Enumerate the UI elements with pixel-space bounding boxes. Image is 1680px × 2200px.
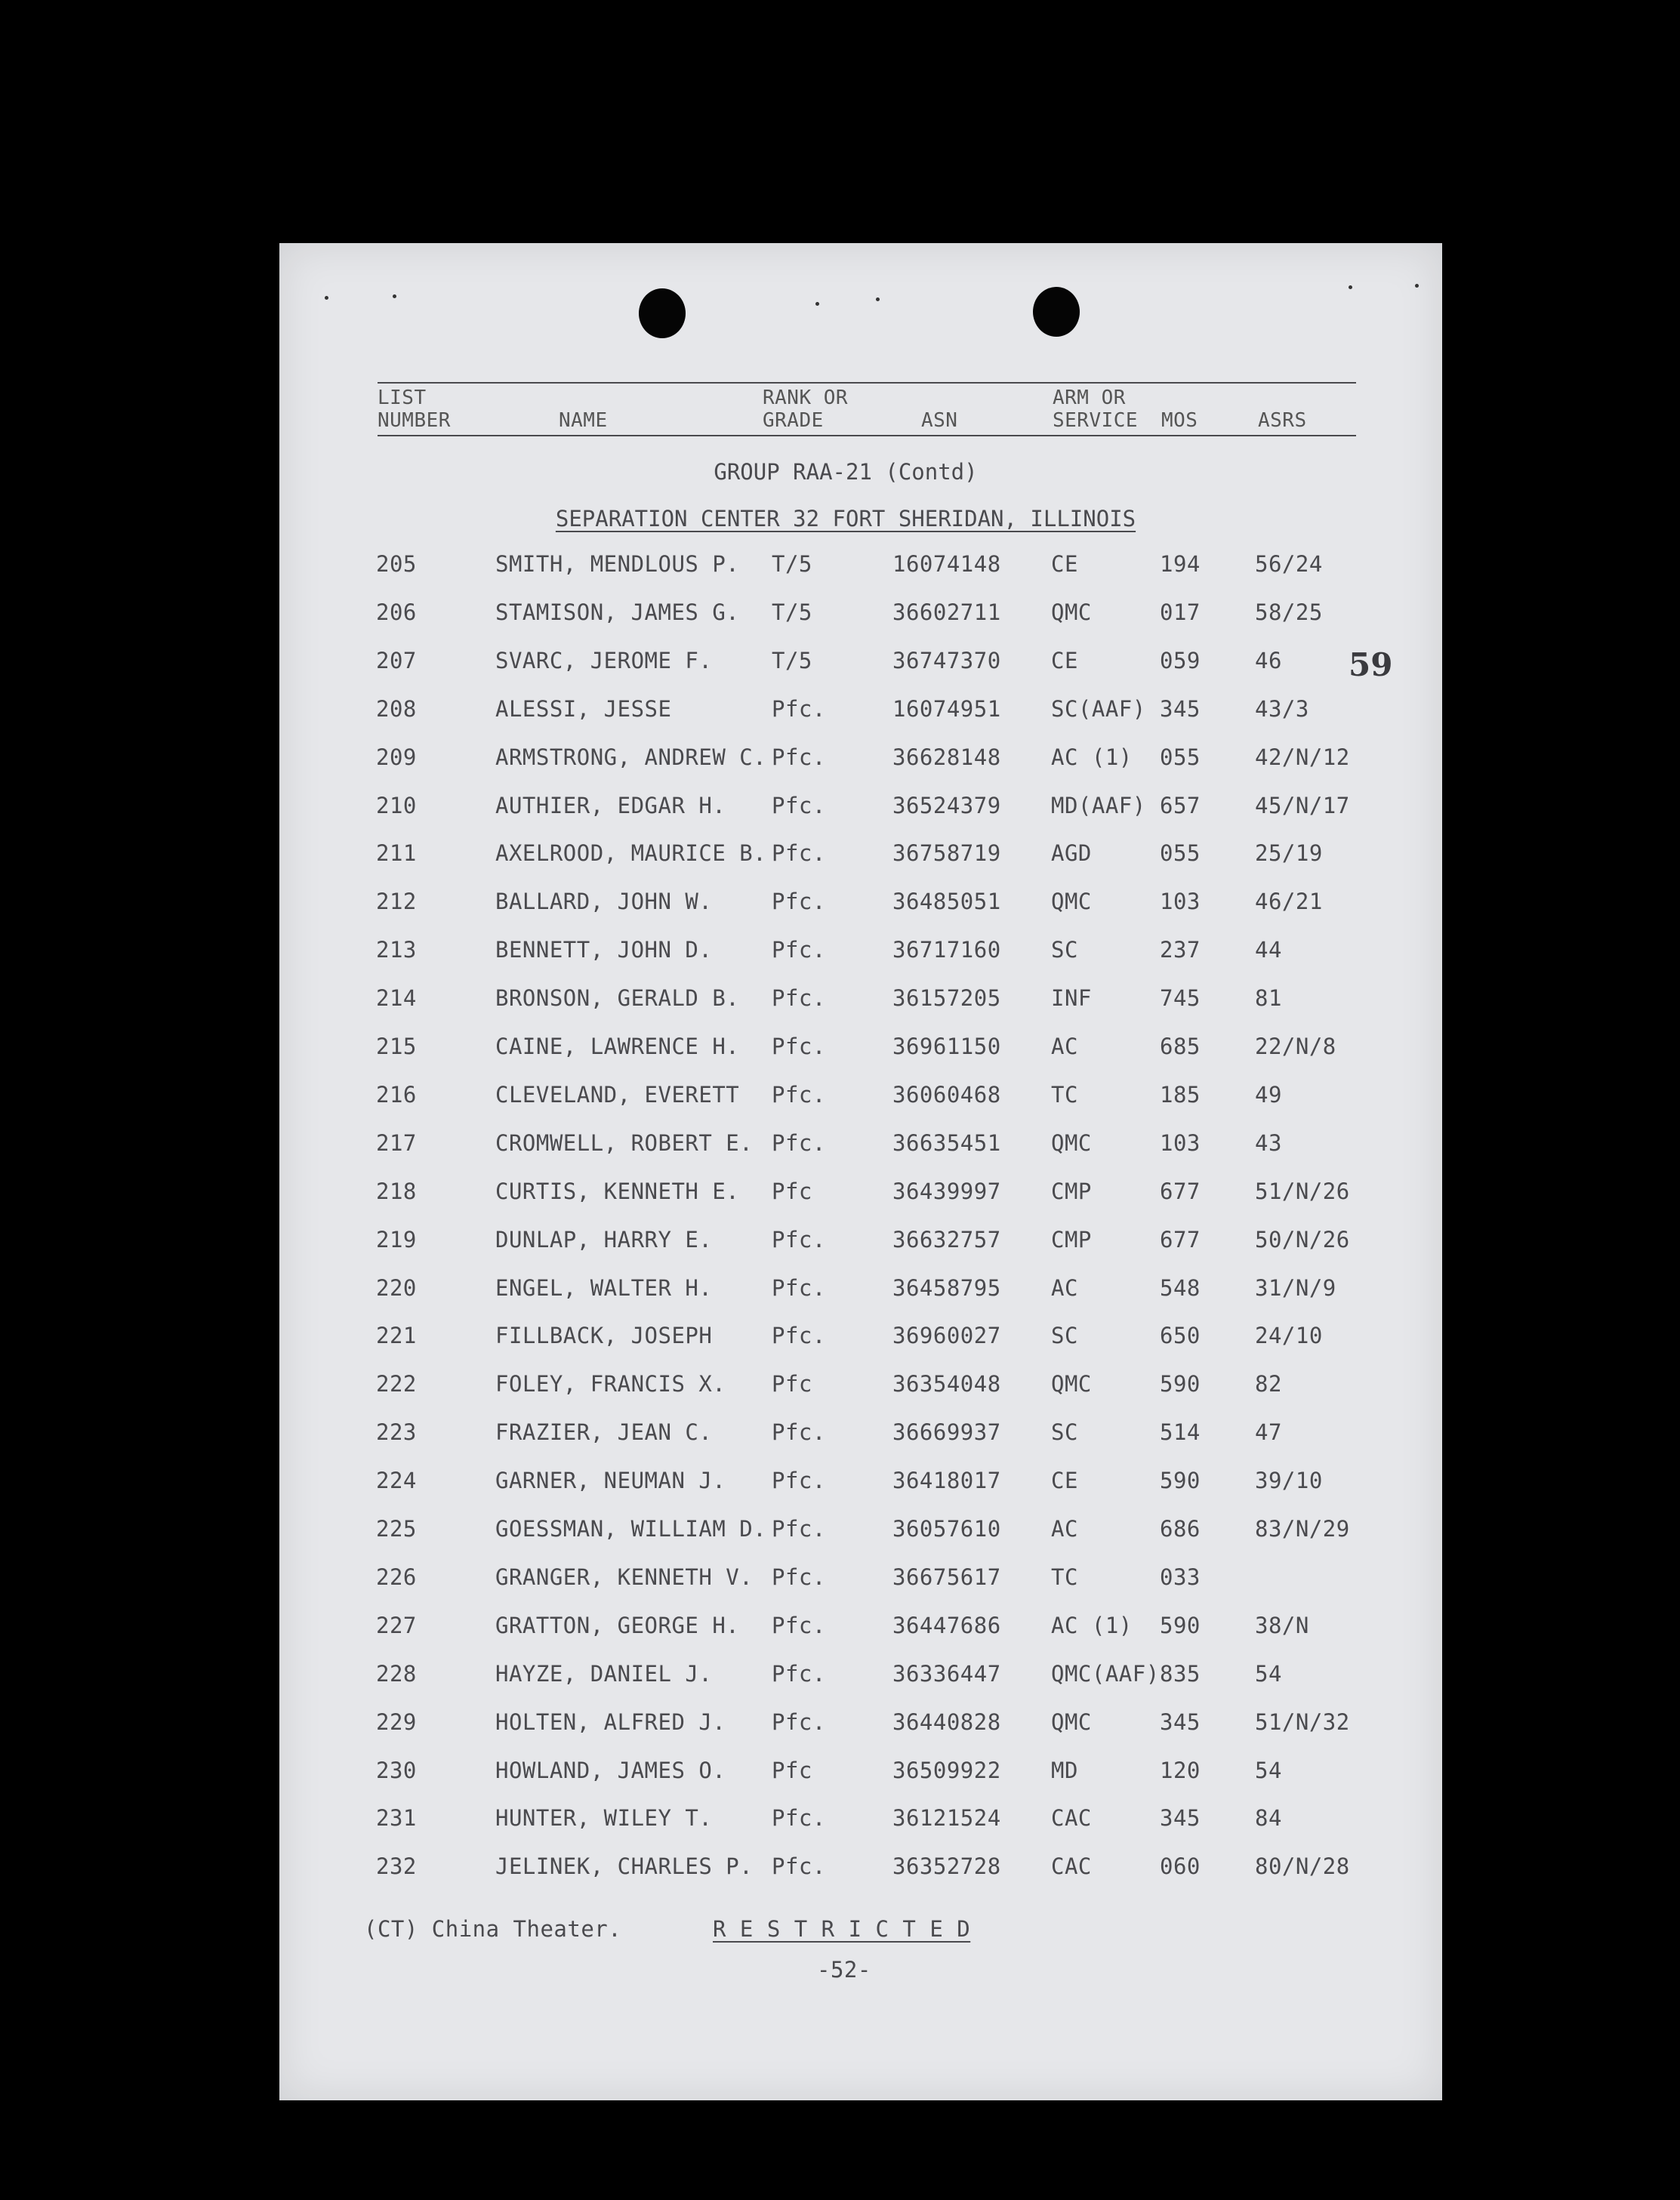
cell-asn: 36447686 bbox=[892, 1612, 1001, 1638]
cell-asrs: 38/N bbox=[1255, 1612, 1309, 1638]
cell-grade: Pfc. bbox=[772, 1129, 826, 1156]
cell-no: 206 bbox=[376, 599, 417, 625]
cell-service: AC (1) bbox=[1051, 744, 1133, 770]
cell-name: HAYZE, DANIEL J. bbox=[495, 1660, 713, 1687]
cell-name: CLEVELAND, EVERETT bbox=[495, 1081, 740, 1108]
cell-asn: 36635451 bbox=[892, 1129, 1001, 1156]
header-top-rule bbox=[378, 382, 1356, 384]
cell-asrs: 44 bbox=[1255, 937, 1282, 963]
cell-grade: Pfc bbox=[772, 1371, 812, 1397]
cell-asrs: 54 bbox=[1255, 1660, 1282, 1687]
table-row bbox=[279, 696, 1442, 726]
cell-name: FOLEY, FRANCIS X. bbox=[495, 1371, 726, 1397]
cell-mos: 033 bbox=[1160, 1564, 1201, 1590]
cell-asn: 36717160 bbox=[892, 937, 1001, 963]
cell-grade: Pfc. bbox=[772, 985, 826, 1012]
cell-asrs: 51/N/32 bbox=[1255, 1709, 1350, 1735]
cell-mos: 548 bbox=[1160, 1274, 1201, 1301]
cell-grade: Pfc. bbox=[772, 1516, 826, 1542]
cell-mos: 185 bbox=[1160, 1081, 1201, 1108]
cell-name: GRANGER, KENNETH V. bbox=[495, 1564, 754, 1590]
table-row bbox=[279, 1275, 1442, 1305]
cell-mos: 055 bbox=[1160, 840, 1201, 867]
cell-grade: T/5 bbox=[772, 551, 812, 577]
cell-asrs: 42/N/12 bbox=[1255, 744, 1350, 770]
cell-asrs: 43/3 bbox=[1255, 695, 1309, 722]
cell-service: CE bbox=[1051, 1468, 1078, 1494]
cell-asrs: 81 bbox=[1255, 985, 1282, 1012]
cell-asrs: 22/N/8 bbox=[1255, 1034, 1336, 1059]
cell-asn: 36961150 bbox=[892, 1034, 1001, 1059]
cell-service: QMC bbox=[1051, 1371, 1092, 1397]
cell-grade: Pfc. bbox=[772, 1468, 826, 1494]
cell-no: 209 bbox=[376, 744, 417, 770]
cell-name: FRAZIER, JEAN C. bbox=[495, 1419, 713, 1446]
cell-no: 222 bbox=[376, 1371, 417, 1397]
table-row bbox=[279, 551, 1442, 581]
table-row bbox=[279, 1227, 1442, 1257]
cell-no: 225 bbox=[376, 1516, 417, 1542]
cell-asn: 36524379 bbox=[892, 792, 1001, 818]
cell-grade: Pfc. bbox=[772, 937, 826, 963]
cell-name: AXELROOD, MAURICE B. bbox=[495, 840, 767, 867]
cell-service: QMC(AAF) bbox=[1051, 1660, 1160, 1687]
cell-mos: 686 bbox=[1160, 1516, 1201, 1542]
table-row bbox=[279, 937, 1442, 967]
cell-asrs: 43 bbox=[1255, 1129, 1282, 1156]
cell-mos: 237 bbox=[1160, 937, 1201, 963]
cell-no: 210 bbox=[376, 792, 417, 818]
footer-page-number: -52- bbox=[817, 1957, 871, 1983]
cell-mos: 835 bbox=[1160, 1660, 1201, 1687]
cell-asrs: 31/N/9 bbox=[1255, 1274, 1336, 1301]
cell-asn: 36352728 bbox=[892, 1853, 1001, 1880]
table-row bbox=[279, 889, 1442, 919]
cell-grade: Pfc. bbox=[772, 695, 826, 722]
punch-hole-left bbox=[639, 288, 686, 338]
cell-grade: Pfc. bbox=[772, 1081, 826, 1108]
cell-name: ALESSI, JESSE bbox=[495, 695, 672, 722]
section-title: SEPARATION CENTER 32 FORT SHERIDAN, ILLINOIS bbox=[555, 506, 1136, 532]
cell-name: CROMWELL, ROBERT E. bbox=[495, 1129, 754, 1156]
table-row bbox=[279, 744, 1442, 775]
cell-mos: 657 bbox=[1160, 792, 1201, 818]
cell-grade: T/5 bbox=[772, 599, 812, 625]
cell-mos: 685 bbox=[1160, 1034, 1201, 1059]
cell-service: INF bbox=[1051, 985, 1092, 1012]
cell-service: CAC bbox=[1051, 1853, 1092, 1880]
table-row bbox=[279, 1034, 1442, 1064]
table-row bbox=[279, 1661, 1442, 1691]
header-arm-2: SERVICE bbox=[1053, 409, 1139, 432]
cell-mos: 103 bbox=[1160, 1129, 1201, 1156]
cell-grade: T/5 bbox=[772, 647, 812, 673]
cell-no: 218 bbox=[376, 1178, 417, 1204]
cell-service: QMC bbox=[1051, 1709, 1092, 1735]
cell-no: 208 bbox=[376, 695, 417, 722]
table-row bbox=[279, 1130, 1442, 1160]
table-row bbox=[279, 648, 1442, 678]
cell-no: 228 bbox=[376, 1660, 417, 1687]
cell-asrs: 54 bbox=[1255, 1757, 1282, 1783]
cell-no: 221 bbox=[376, 1323, 417, 1349]
cell-name: SMITH, MENDLOUS P. bbox=[495, 551, 740, 577]
cell-name: CAINE, LAWRENCE H. bbox=[495, 1034, 740, 1059]
cell-service: CMP bbox=[1051, 1226, 1092, 1253]
cell-name: BENNETT, JOHN D. bbox=[495, 937, 713, 963]
cell-grade: Pfc. bbox=[772, 1226, 826, 1253]
cell-asrs: 45/N/17 bbox=[1255, 792, 1350, 818]
cell-grade: Pfc. bbox=[772, 744, 826, 770]
cell-no: 217 bbox=[376, 1129, 417, 1156]
cell-no: 232 bbox=[376, 1853, 417, 1880]
cell-mos: 060 bbox=[1160, 1853, 1201, 1880]
cell-no: 212 bbox=[376, 889, 417, 915]
cell-mos: 677 bbox=[1160, 1178, 1201, 1204]
cell-asn: 16074148 bbox=[892, 551, 1001, 577]
cell-service: SC bbox=[1051, 1323, 1078, 1349]
cell-asrs: 80/N/28 bbox=[1255, 1853, 1350, 1880]
cell-service: MD bbox=[1051, 1757, 1078, 1783]
table-row bbox=[279, 1179, 1442, 1209]
cell-asn: 36439997 bbox=[892, 1178, 1001, 1204]
header-name: NAME bbox=[559, 409, 608, 432]
cell-mos: 194 bbox=[1160, 551, 1201, 577]
cell-asn: 36157205 bbox=[892, 985, 1001, 1012]
cell-name: CURTIS, KENNETH E. bbox=[495, 1178, 740, 1204]
cell-service: CE bbox=[1051, 647, 1078, 673]
table-row bbox=[279, 840, 1442, 870]
cell-name: GARNER, NEUMAN J. bbox=[495, 1468, 726, 1494]
cell-service: SC(AAF) bbox=[1051, 695, 1146, 722]
cell-service: AGD bbox=[1051, 840, 1092, 867]
cell-asn: 36675617 bbox=[892, 1564, 1001, 1590]
cell-asrs: 39/10 bbox=[1255, 1468, 1323, 1494]
cell-grade: Pfc. bbox=[772, 889, 826, 915]
cell-service: MD(AAF) bbox=[1051, 792, 1146, 818]
cell-service: AC bbox=[1051, 1274, 1078, 1301]
table-row bbox=[279, 1082, 1442, 1112]
cell-grade: Pfc. bbox=[772, 1805, 826, 1832]
table-row bbox=[279, 1419, 1442, 1450]
table-row bbox=[279, 1564, 1442, 1595]
cell-name: SVARC, JEROME F. bbox=[495, 647, 713, 673]
cell-no: 205 bbox=[376, 551, 417, 577]
cell-no: 207 bbox=[376, 647, 417, 673]
cell-service: CAC bbox=[1051, 1805, 1092, 1832]
cell-mos: 055 bbox=[1160, 744, 1201, 770]
cell-no: 231 bbox=[376, 1805, 417, 1832]
cell-mos: 590 bbox=[1160, 1371, 1201, 1397]
cell-no: 215 bbox=[376, 1034, 417, 1059]
cell-name: BRONSON, GERALD B. bbox=[495, 985, 740, 1012]
table-row bbox=[279, 1468, 1442, 1498]
header-arm-1: ARM OR bbox=[1053, 387, 1126, 409]
cell-asn: 36960027 bbox=[892, 1323, 1001, 1349]
cell-asn: 36602711 bbox=[892, 599, 1001, 625]
cell-no: 227 bbox=[376, 1612, 417, 1638]
cell-no: 229 bbox=[376, 1709, 417, 1735]
cell-service: TC bbox=[1051, 1564, 1078, 1590]
cell-service: AC (1) bbox=[1051, 1612, 1133, 1638]
cell-name: GOESSMAN, WILLIAM D. bbox=[495, 1516, 767, 1542]
cell-asn: 36747370 bbox=[892, 647, 1001, 673]
cell-asn: 36758719 bbox=[892, 840, 1001, 867]
table-row bbox=[279, 1853, 1442, 1884]
document-page bbox=[279, 243, 1442, 2100]
cell-name: DUNLAP, HARRY E. bbox=[495, 1226, 713, 1253]
header-asrs: ASRS bbox=[1258, 409, 1307, 432]
cell-no: 211 bbox=[376, 840, 417, 867]
header-rank-2: GRADE bbox=[763, 409, 824, 432]
table-row bbox=[279, 985, 1442, 1015]
table-row bbox=[279, 1516, 1442, 1546]
cell-asn: 36418017 bbox=[892, 1468, 1001, 1494]
cell-name: GRATTON, GEORGE H. bbox=[495, 1612, 740, 1638]
cell-service: SC bbox=[1051, 937, 1078, 963]
cell-name: STAMISON, JAMES G. bbox=[495, 599, 740, 625]
cell-mos: 650 bbox=[1160, 1323, 1201, 1349]
cell-name: HUNTER, WILEY T. bbox=[495, 1805, 713, 1832]
header-rank-1: RANK OR bbox=[763, 387, 849, 409]
cell-asn: 36509922 bbox=[892, 1757, 1001, 1783]
cell-no: 220 bbox=[376, 1274, 417, 1301]
table-row bbox=[279, 1805, 1442, 1835]
cell-mos: 590 bbox=[1160, 1612, 1201, 1638]
cell-asrs: 46/21 bbox=[1255, 889, 1323, 915]
header-bottom-rule bbox=[378, 435, 1356, 436]
cell-asn: 36669937 bbox=[892, 1419, 1001, 1446]
cell-name: FILLBACK, JOSEPH bbox=[495, 1323, 713, 1349]
cell-grade: Pfc. bbox=[772, 840, 826, 867]
cell-asn: 36628148 bbox=[892, 744, 1001, 770]
cell-name: JELINEK, CHARLES P. bbox=[495, 1853, 754, 1880]
cell-no: 230 bbox=[376, 1757, 417, 1783]
cell-mos: 120 bbox=[1160, 1757, 1201, 1783]
cell-mos: 059 bbox=[1160, 647, 1201, 673]
cell-asrs: 24/10 bbox=[1255, 1323, 1323, 1349]
cell-asn: 16074951 bbox=[892, 695, 1001, 722]
table-row bbox=[279, 1709, 1442, 1739]
cell-asrs: 50/N/26 bbox=[1255, 1226, 1350, 1253]
cell-grade: Pfc. bbox=[772, 1323, 826, 1349]
cell-no: 214 bbox=[376, 985, 417, 1012]
cell-name: HOLTEN, ALFRED J. bbox=[495, 1709, 726, 1735]
cell-grade: Pfc. bbox=[772, 1612, 826, 1638]
cell-service: AC bbox=[1051, 1034, 1078, 1059]
cell-asn: 36336447 bbox=[892, 1660, 1001, 1687]
cell-asrs: 25/19 bbox=[1255, 840, 1323, 867]
cell-mos: 103 bbox=[1160, 889, 1201, 915]
punch-hole-right bbox=[1033, 287, 1080, 337]
table-row bbox=[279, 1758, 1442, 1788]
cell-grade: Pfc. bbox=[772, 1660, 826, 1687]
cell-no: 216 bbox=[376, 1081, 417, 1108]
cell-asrs: 84 bbox=[1255, 1805, 1282, 1832]
margin-page-number: 59 bbox=[1349, 646, 1393, 683]
cell-no: 226 bbox=[376, 1564, 417, 1590]
cell-asrs: 49 bbox=[1255, 1081, 1282, 1108]
table-row bbox=[279, 599, 1442, 630]
cell-asn: 36121524 bbox=[892, 1805, 1001, 1832]
cell-mos: 345 bbox=[1160, 695, 1201, 722]
header-asn: ASN bbox=[921, 409, 958, 432]
header-mos: MOS bbox=[1161, 409, 1198, 432]
cell-service: SC bbox=[1051, 1419, 1078, 1446]
cell-name: BALLARD, JOHN W. bbox=[495, 889, 713, 915]
cell-grade: Pfc. bbox=[772, 1709, 826, 1735]
header-list-number-1: LIST bbox=[378, 387, 427, 409]
header-list-number-2: NUMBER bbox=[378, 409, 451, 432]
cell-mos: 345 bbox=[1160, 1709, 1201, 1735]
cell-service: CE bbox=[1051, 551, 1078, 577]
cell-service: CMP bbox=[1051, 1178, 1092, 1204]
cell-asrs: 51/N/26 bbox=[1255, 1178, 1350, 1204]
cell-mos: 677 bbox=[1160, 1226, 1201, 1253]
cell-grade: Pfc. bbox=[772, 1853, 826, 1880]
cell-mos: 017 bbox=[1160, 599, 1201, 625]
cell-mos: 590 bbox=[1160, 1468, 1201, 1494]
cell-asn: 36485051 bbox=[892, 889, 1001, 915]
cell-mos: 745 bbox=[1160, 985, 1201, 1012]
cell-no: 219 bbox=[376, 1226, 417, 1253]
table-row bbox=[279, 1371, 1442, 1401]
cell-asn: 36458795 bbox=[892, 1274, 1001, 1301]
cell-asrs: 56/24 bbox=[1255, 551, 1323, 577]
cell-grade: Pfc. bbox=[772, 1034, 826, 1059]
cell-asn: 36632757 bbox=[892, 1226, 1001, 1253]
footer-classification: R E S T R I C T E D bbox=[713, 1916, 971, 1942]
table-row bbox=[279, 1323, 1442, 1353]
cell-service: TC bbox=[1051, 1081, 1078, 1108]
cell-service: AC bbox=[1051, 1516, 1078, 1542]
cell-service: QMC bbox=[1051, 889, 1092, 915]
cell-asn: 36354048 bbox=[892, 1371, 1001, 1397]
cell-no: 223 bbox=[376, 1419, 417, 1446]
cell-grade: Pfc. bbox=[772, 1419, 826, 1446]
cell-name: AUTHIER, EDGAR H. bbox=[495, 792, 726, 818]
cell-grade: Pfc. bbox=[772, 792, 826, 818]
cell-asrs: 83/N/29 bbox=[1255, 1516, 1350, 1542]
footer-note: (CT) China Theater. bbox=[364, 1916, 622, 1942]
cell-grade: Pfc bbox=[772, 1178, 812, 1204]
cell-asn: 36440828 bbox=[892, 1709, 1001, 1735]
cell-no: 213 bbox=[376, 937, 417, 963]
table-row bbox=[279, 793, 1442, 823]
group-title: GROUP RAA-21 (Contd) bbox=[714, 459, 978, 485]
cell-grade: Pfc bbox=[772, 1757, 812, 1783]
cell-asn: 36057610 bbox=[892, 1516, 1001, 1542]
table-row bbox=[279, 1613, 1442, 1643]
cell-name: ENGEL, WALTER H. bbox=[495, 1274, 713, 1301]
cell-service: QMC bbox=[1051, 599, 1092, 625]
cell-asn: 36060468 bbox=[892, 1081, 1001, 1108]
cell-grade: Pfc. bbox=[772, 1564, 826, 1590]
cell-name: HOWLAND, JAMES O. bbox=[495, 1757, 726, 1783]
cell-no: 224 bbox=[376, 1468, 417, 1494]
cell-asrs: 46 bbox=[1255, 647, 1282, 673]
cell-mos: 345 bbox=[1160, 1805, 1201, 1832]
cell-asrs: 82 bbox=[1255, 1371, 1282, 1397]
cell-mos: 514 bbox=[1160, 1419, 1201, 1446]
cell-service: QMC bbox=[1051, 1129, 1092, 1156]
cell-name: ARMSTRONG, ANDREW C. bbox=[495, 744, 767, 770]
cell-grade: Pfc. bbox=[772, 1274, 826, 1301]
cell-asrs: 58/25 bbox=[1255, 599, 1323, 625]
cell-asrs: 47 bbox=[1255, 1419, 1282, 1446]
